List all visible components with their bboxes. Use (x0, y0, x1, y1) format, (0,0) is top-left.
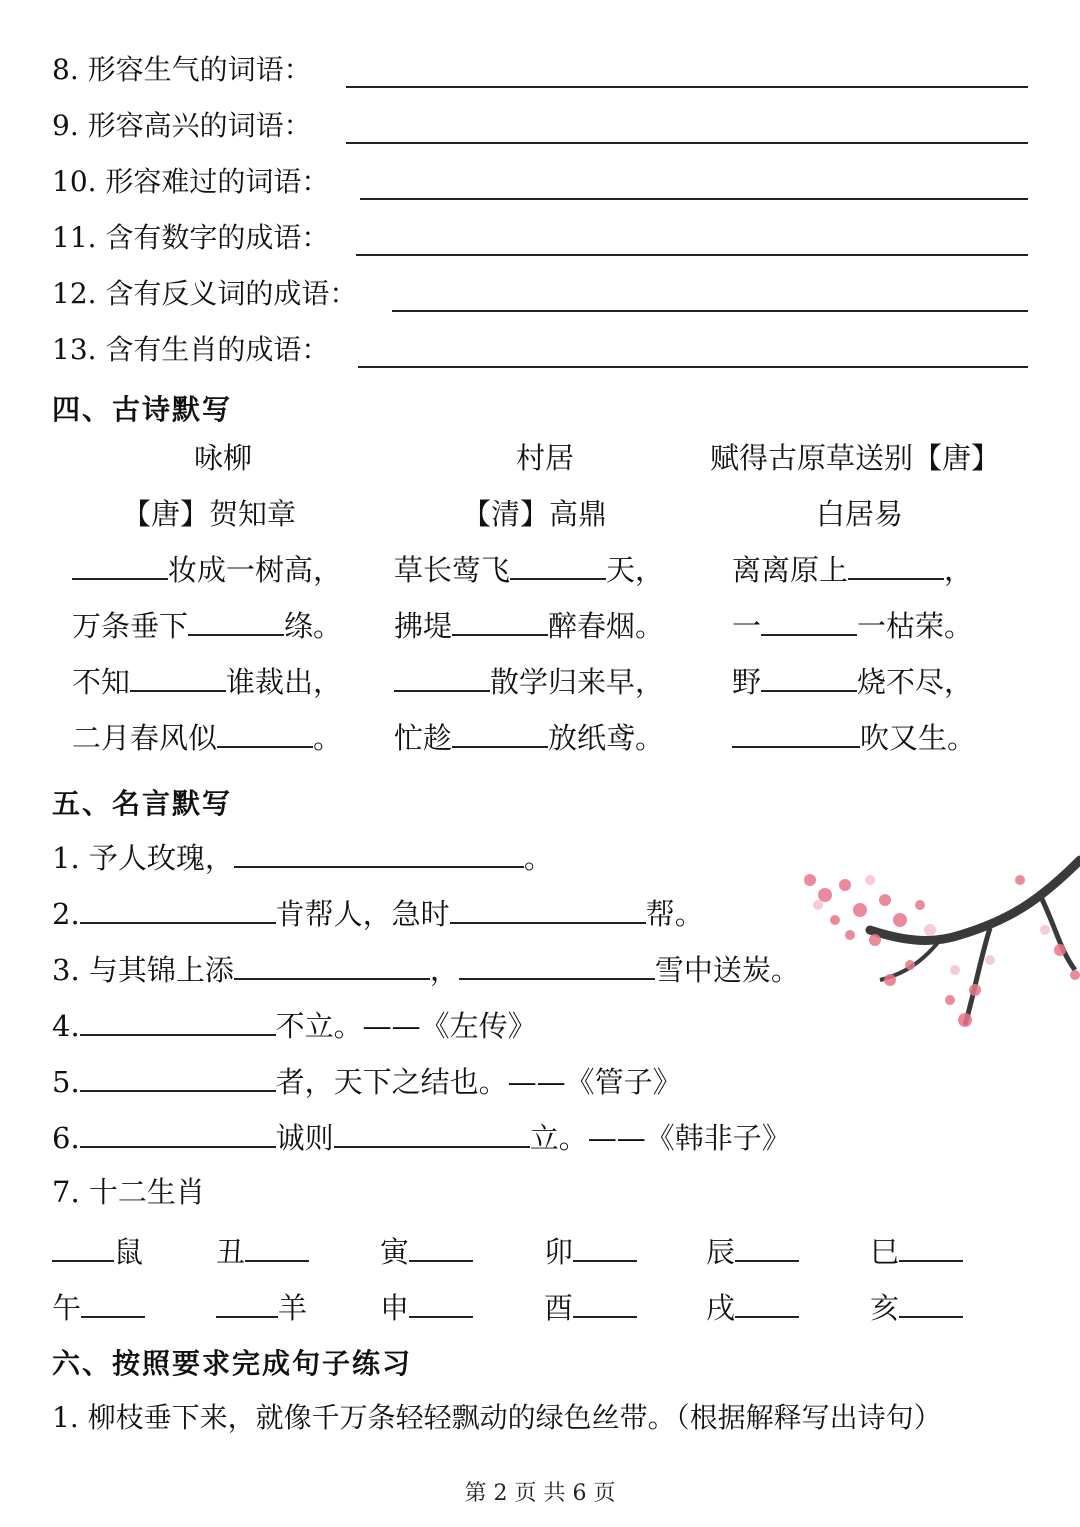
zodiac-blank[interactable] (573, 1286, 637, 1318)
poem-line: 一 一枯荣。 (732, 604, 973, 646)
poem-author: 【唐】贺知章 (122, 497, 297, 531)
question-10 (52, 162, 329, 202)
question-8 (52, 50, 312, 90)
quote-4: 4. 不立。——《左传》 (52, 1004, 537, 1046)
zodiac-blank[interactable] (735, 1230, 799, 1262)
poem-line: 吹又生。 (732, 716, 976, 758)
poem-author: 【清】高鼎 (462, 497, 608, 531)
poem-line: 二月春风似 。 (72, 716, 342, 758)
question-11 (52, 218, 329, 258)
poem-line: 拂堤 醉春烟。 (394, 604, 664, 646)
poem-blank[interactable] (188, 604, 284, 636)
zodiac-item: 戌 (706, 1286, 799, 1328)
quote-blank[interactable] (80, 1060, 276, 1092)
question-12 (52, 274, 357, 314)
answer-line[interactable] (356, 254, 1028, 256)
zodiac-blank[interactable] (899, 1230, 963, 1262)
zodiac-item: 申 (380, 1286, 473, 1328)
poem-line: 万条垂下 绦。 (72, 604, 342, 646)
zodiac-item: 酉 (544, 1286, 637, 1328)
poem-line: 忙趁 放纸鸢。 (394, 716, 664, 758)
quote-blank[interactable] (80, 892, 276, 924)
zodiac-item: 午 (52, 1286, 145, 1328)
zodiac-blank[interactable] (216, 1286, 278, 1318)
zodiac-blank[interactable] (245, 1230, 309, 1262)
zodiac-item: 丑 (216, 1230, 309, 1272)
answer-line[interactable] (358, 366, 1028, 368)
poem-title: 咏柳 (194, 441, 253, 475)
question-9 (52, 106, 312, 146)
question-13 (52, 330, 329, 370)
question-label: 9. 形容高兴的词语： (52, 109, 312, 142)
quote-2: 2. 肯帮人，急时 帮。 (52, 892, 704, 934)
quote-6: 6. 诚则 立。——《韩非子》 (52, 1116, 791, 1158)
quote-3: 3. 与其锦上添 ， 雪中送炭。 (52, 948, 800, 990)
poem-line: 散学归来早， (394, 660, 664, 702)
zodiac-item: 羊 (216, 1286, 307, 1328)
quote-blank[interactable] (234, 948, 430, 980)
quote-blank[interactable] (334, 1116, 530, 1148)
quote-blank[interactable] (459, 948, 655, 980)
poem-title: 村居 (516, 441, 575, 475)
quote-1: 1. 予人玫瑰， 。 (52, 836, 553, 878)
section-title: 六、按照要求完成句子练习 (52, 1347, 413, 1380)
poem-blank[interactable] (394, 660, 490, 692)
page-footer: 第 2 页 共 6 页 (464, 1481, 616, 1506)
zodiac-item: 亥 (870, 1286, 963, 1328)
answer-line[interactable] (392, 310, 1028, 312)
question-label: 10. 形容难过的词语： (52, 165, 330, 198)
zodiac-blank[interactable] (409, 1230, 473, 1262)
poem-line: 野 烧不尽， (732, 660, 973, 702)
quote-blank[interactable] (80, 1004, 276, 1036)
quote-blank[interactable] (80, 1116, 276, 1148)
quote-5: 5. 者，天下之结也。——《管子》 (52, 1060, 682, 1102)
poem-blank[interactable] (217, 716, 313, 748)
poem-line: 妆成一树高， (72, 548, 342, 590)
plum-blossom-illustration (790, 840, 1080, 1040)
answer-line[interactable] (360, 198, 1028, 200)
poem-blank[interactable] (848, 548, 944, 580)
section-title: 四、古诗默写 (52, 393, 233, 426)
sentence-question-1: 1. 柳枝垂下来，就像千万条轻轻飘动的绿色丝带。（根据解释写出诗句） (52, 1401, 942, 1434)
zodiac-item: 巳 (870, 1230, 963, 1272)
poem-line: 不知 谁裁出， (72, 660, 342, 702)
answer-line[interactable] (346, 142, 1028, 144)
zodiac-heading: 7. 十二生肖 (52, 1175, 205, 1209)
zodiac-blank[interactable] (81, 1286, 145, 1318)
zodiac-blank[interactable] (899, 1286, 963, 1318)
question-label: 8. 形容生气的词语： (52, 53, 312, 86)
quote-blank[interactable] (450, 892, 646, 924)
poem-blank[interactable] (732, 716, 860, 748)
poem-blank[interactable] (761, 604, 857, 636)
poem-blank[interactable] (510, 548, 606, 580)
poem-line: 草长莺飞 天， (394, 548, 664, 590)
poem-blank[interactable] (452, 716, 548, 748)
poem-author: 白居易 (816, 497, 904, 531)
zodiac-item: 辰 (706, 1230, 799, 1272)
poem-line: 离离原上 ， (732, 548, 973, 590)
question-label: 11. 含有数字的成语： (52, 221, 330, 254)
poem-blank[interactable] (130, 660, 226, 692)
poem-blank[interactable] (452, 604, 548, 636)
answer-line[interactable] (346, 86, 1028, 88)
zodiac-blank[interactable] (573, 1230, 637, 1262)
zodiac-item: 卯 (544, 1230, 637, 1272)
quote-blank[interactable] (234, 836, 524, 868)
poem-blank[interactable] (72, 548, 168, 580)
question-label: 13. 含有生肖的成语： (52, 333, 330, 366)
poem-blank[interactable] (761, 660, 857, 692)
question-label: 12. 含有反义词的成语： (52, 277, 358, 310)
zodiac-item: 鼠 (52, 1230, 143, 1272)
section-title: 五、名言默写 (52, 787, 233, 820)
zodiac-blank[interactable] (409, 1286, 473, 1318)
poem-title: 赋得古原草送别【唐】 (710, 441, 1001, 475)
zodiac-item: 寅 (380, 1230, 473, 1272)
zodiac-blank[interactable] (52, 1230, 114, 1262)
zodiac-blank[interactable] (735, 1286, 799, 1318)
